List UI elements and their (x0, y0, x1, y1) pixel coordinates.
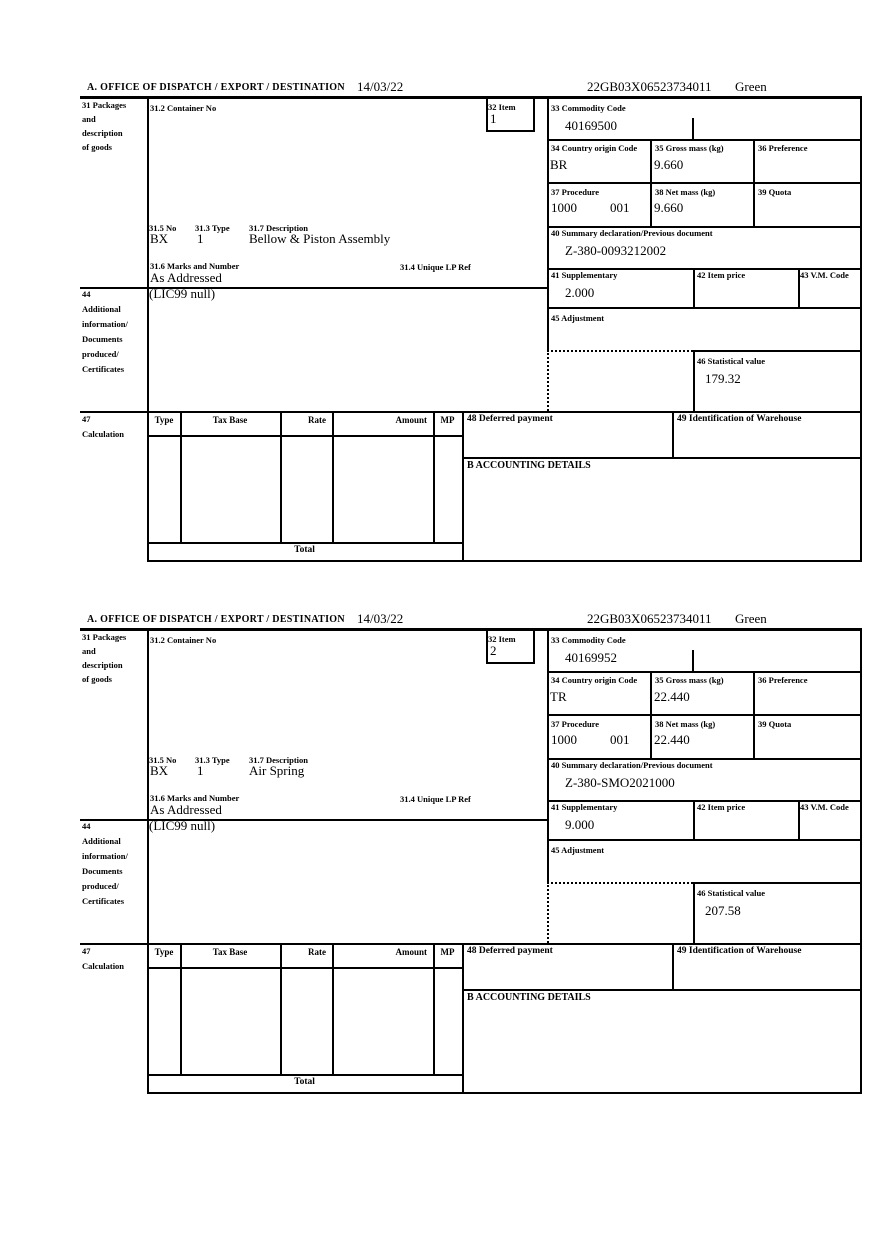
container-no-label: 31.2 Container No (150, 635, 217, 645)
item-price-label: 42 Item price (697, 802, 746, 812)
grid-line (148, 967, 462, 969)
procedure-code-2-value: 001 (610, 732, 630, 747)
gross-mass-label: 35 Gross mass (kg) (655, 143, 724, 153)
declaration-date: 14/03/22 (357, 79, 404, 94)
grid-line (462, 411, 464, 560)
item-number-value: 2 (490, 643, 497, 658)
grid-line (753, 139, 755, 226)
commodity-code-label: 33 Commodity Code (551, 103, 626, 113)
box47-label: 47 (82, 414, 91, 424)
box44-label: produced/ (82, 349, 119, 359)
grid-line (692, 650, 694, 671)
grid-line (462, 943, 464, 1092)
grid-line (860, 96, 862, 562)
box44-label: 44 (82, 289, 91, 299)
commodity-code-value: 40169952 (565, 650, 617, 665)
box44-label: Certificates (82, 896, 125, 906)
box44-label: information/ (82, 851, 128, 861)
statistical-value-label: 46 Statistical value (697, 888, 765, 898)
adjustment-label: 45 Adjustment (551, 845, 605, 855)
box31-label: and (82, 114, 96, 124)
grid-line (80, 943, 862, 945)
marks-and-number-label: 31.6 Marks and Number (150, 261, 240, 271)
goods-description-value: Bellow & Piston Assembly (249, 231, 391, 246)
supplementary-value: 2.000 (565, 285, 595, 300)
grid-line (547, 182, 862, 184)
routing-status: Green (735, 611, 767, 626)
calc-col-mp: MP (440, 415, 455, 425)
calc-col-tax-base: Tax Base (212, 947, 248, 957)
summary-declaration-label: 40 Summary declaration/Previous document (551, 228, 713, 238)
commodity-code-label: 33 Commodity Code (551, 635, 626, 645)
gross-mass-value: 22.440 (654, 689, 690, 704)
summary-declaration-value: Z-380-0093212002 (565, 243, 667, 258)
package-no-value: BX (150, 763, 169, 778)
calc-col-type: Type (154, 415, 174, 425)
grid-line (650, 139, 652, 226)
preference-label: 36 Preference (758, 675, 808, 685)
dotted-grid-line (547, 882, 549, 943)
grid-line (547, 307, 862, 309)
box31-label: 31 Packages (82, 632, 127, 642)
preference-label: 36 Preference (758, 143, 808, 153)
box31-label: description (82, 660, 123, 670)
grid-line (148, 435, 462, 437)
box47-label: Calculation (82, 429, 125, 439)
box31-label: and (82, 646, 96, 656)
calc-col-rate: Rate (308, 415, 326, 425)
grid-line (332, 411, 334, 542)
goods-description-label: 31.7 Description (249, 223, 309, 233)
unique-lp-ref-label: 31.4 Unique LP Ref (400, 794, 471, 804)
grid-line (547, 96, 549, 350)
total-label: Total (294, 545, 315, 555)
box31-label: 31 Packages (82, 100, 127, 110)
gross-mass-label: 35 Gross mass (kg) (655, 675, 724, 685)
grid-line (753, 671, 755, 758)
unique-lp-ref-label: 31.4 Unique LP Ref (400, 262, 471, 272)
declaration-item-block (0, 612, 882, 1144)
grid-line (147, 96, 149, 562)
deferred-payment-label: 48 Deferred payment (467, 946, 553, 956)
package-type-value: 1 (197, 763, 204, 778)
grid-line (547, 139, 862, 141)
vm-code-label: 43 V.M. Code (800, 802, 849, 812)
package-no-label: 31.5 No (149, 223, 177, 233)
item-price-label: 42 Item price (697, 270, 746, 280)
box44-label: information/ (82, 319, 128, 329)
grid-line (693, 350, 862, 352)
marks-and-number-label: 31.6 Marks and Number (150, 793, 240, 803)
calc-col-amount: Amount (395, 947, 427, 957)
grid-line (433, 411, 435, 542)
package-no-label: 31.5 No (149, 755, 177, 765)
grid-line (280, 943, 282, 1074)
net-mass-label: 38 Net mass (kg) (655, 719, 716, 729)
office-of-dispatch-label: A. OFFICE OF DISPATCH / EXPORT / DESTINATION (87, 82, 345, 93)
grid-line (693, 882, 862, 884)
grid-line (650, 671, 652, 758)
supplementary-label: 41 Supplementary (551, 802, 618, 812)
grid-line (860, 628, 862, 1094)
grid-line (180, 411, 182, 542)
box31-label: of goods (82, 674, 112, 684)
grid-line (180, 943, 182, 1074)
package-type-value: 1 (197, 231, 204, 246)
grid-line (80, 411, 862, 413)
routing-status: Green (735, 79, 767, 94)
office-of-dispatch-label: A. OFFICE OF DISPATCH / EXPORT / DESTINATION (87, 614, 345, 625)
net-mass-value: 9.660 (654, 200, 684, 215)
item-number-value: 1 (490, 111, 497, 126)
grid-line (547, 671, 862, 673)
marks-and-number-value: As Addressed (150, 802, 222, 817)
adjustment-label: 45 Adjustment (551, 313, 605, 323)
grid-line (486, 130, 535, 132)
accounting-details-label: B ACCOUNTING DETAILS (467, 992, 591, 1003)
calc-col-type: Type (154, 947, 174, 957)
box44-label: Documents (82, 866, 123, 876)
grid-line (147, 1092, 862, 1094)
procedure-label: 37 Procedure (551, 187, 600, 197)
grid-line (332, 943, 334, 1074)
country-origin-label: 34 Country origin Code (551, 143, 638, 153)
supplementary-label: 41 Supplementary (551, 270, 618, 280)
grid-line (693, 350, 695, 411)
box47-label: 47 (82, 946, 91, 956)
calc-col-mp: MP (440, 947, 455, 957)
box44-label: Additional (82, 304, 121, 314)
grid-line (280, 411, 282, 542)
warehouse-label: 49 Identification of Warehouse (677, 414, 802, 424)
grid-line (692, 118, 694, 139)
accounting-details-label: B ACCOUNTING DETAILS (467, 460, 591, 471)
box31-label: of goods (82, 142, 112, 152)
gross-mass-value: 9.660 (654, 157, 684, 172)
dotted-grid-line (547, 882, 693, 884)
container-no-label: 31.2 Container No (150, 103, 217, 113)
declaration-reference: 22GB03X06523734011 (587, 79, 712, 94)
grid-line (147, 628, 149, 1094)
package-type-label: 31.3 Type (195, 755, 230, 765)
grid-line (547, 628, 549, 882)
package-no-value: BX (150, 231, 169, 246)
dotted-grid-line (547, 350, 549, 411)
marks-and-number-value: As Addressed (150, 270, 222, 285)
goods-description-label: 31.7 Description (249, 755, 309, 765)
declaration-date: 14/03/22 (357, 611, 404, 626)
grid-line (147, 1074, 462, 1076)
grid-line (693, 800, 695, 839)
procedure-code-value: 1000 (551, 200, 577, 215)
grid-line (693, 882, 695, 943)
box47-label: Calculation (82, 961, 125, 971)
grid-line (147, 542, 462, 544)
procedure-code-2-value: 001 (610, 200, 630, 215)
grid-line (462, 989, 862, 991)
statistical-value-label: 46 Statistical value (697, 356, 765, 366)
country-origin-value: BR (550, 157, 568, 172)
summary-declaration-label: 40 Summary declaration/Previous document (551, 760, 713, 770)
grid-line (672, 411, 674, 457)
total-label: Total (294, 1077, 315, 1087)
goods-description-value: Air Spring (249, 763, 305, 778)
vm-code-label: 43 V.M. Code (800, 270, 849, 280)
calc-col-tax-base: Tax Base (212, 415, 248, 425)
additional-information-value: (LIC99 null) (149, 818, 216, 833)
grid-line (547, 714, 862, 716)
grid-line (486, 662, 535, 664)
supplementary-value: 9.000 (565, 817, 595, 832)
dotted-grid-line (547, 350, 693, 352)
grid-line (533, 628, 535, 662)
deferred-payment-label: 48 Deferred payment (467, 414, 553, 424)
grid-line (80, 628, 862, 631)
procedure-label: 37 Procedure (551, 719, 600, 729)
package-type-label: 31.3 Type (195, 223, 230, 233)
net-mass-label: 38 Net mass (kg) (655, 187, 716, 197)
grid-line (533, 96, 535, 130)
grid-line (693, 268, 695, 307)
item-number-label: 32 Item (488, 102, 516, 112)
country-origin-value: TR (550, 689, 567, 704)
box44-label: Additional (82, 836, 121, 846)
grid-line (672, 943, 674, 989)
warehouse-label: 49 Identification of Warehouse (677, 946, 802, 956)
grid-line (433, 943, 435, 1074)
calc-col-rate: Rate (308, 947, 326, 957)
calc-col-amount: Amount (395, 415, 427, 425)
declaration-reference: 22GB03X06523734011 (587, 611, 712, 626)
commodity-code-value: 40169500 (565, 118, 617, 133)
grid-line (462, 457, 862, 459)
additional-information-value: (LIC99 null) (149, 286, 216, 301)
net-mass-value: 22.440 (654, 732, 690, 747)
country-origin-label: 34 Country origin Code (551, 675, 638, 685)
box44-label: 44 (82, 821, 91, 831)
box44-label: produced/ (82, 881, 119, 891)
item-number-label: 32 Item (488, 634, 516, 644)
quota-label: 39 Quota (758, 719, 792, 729)
grid-line (547, 839, 862, 841)
summary-declaration-value: Z-380-SMO2021000 (565, 775, 675, 790)
box44-label: Certificates (82, 364, 125, 374)
procedure-code-value: 1000 (551, 732, 577, 747)
declaration-item-block (0, 80, 882, 612)
statistical-value: 179.32 (705, 371, 741, 386)
grid-line (147, 560, 862, 562)
box44-label: Documents (82, 334, 123, 344)
grid-line (80, 96, 862, 99)
statistical-value: 207.58 (705, 903, 741, 918)
box31-label: description (82, 128, 123, 138)
quota-label: 39 Quota (758, 187, 792, 197)
